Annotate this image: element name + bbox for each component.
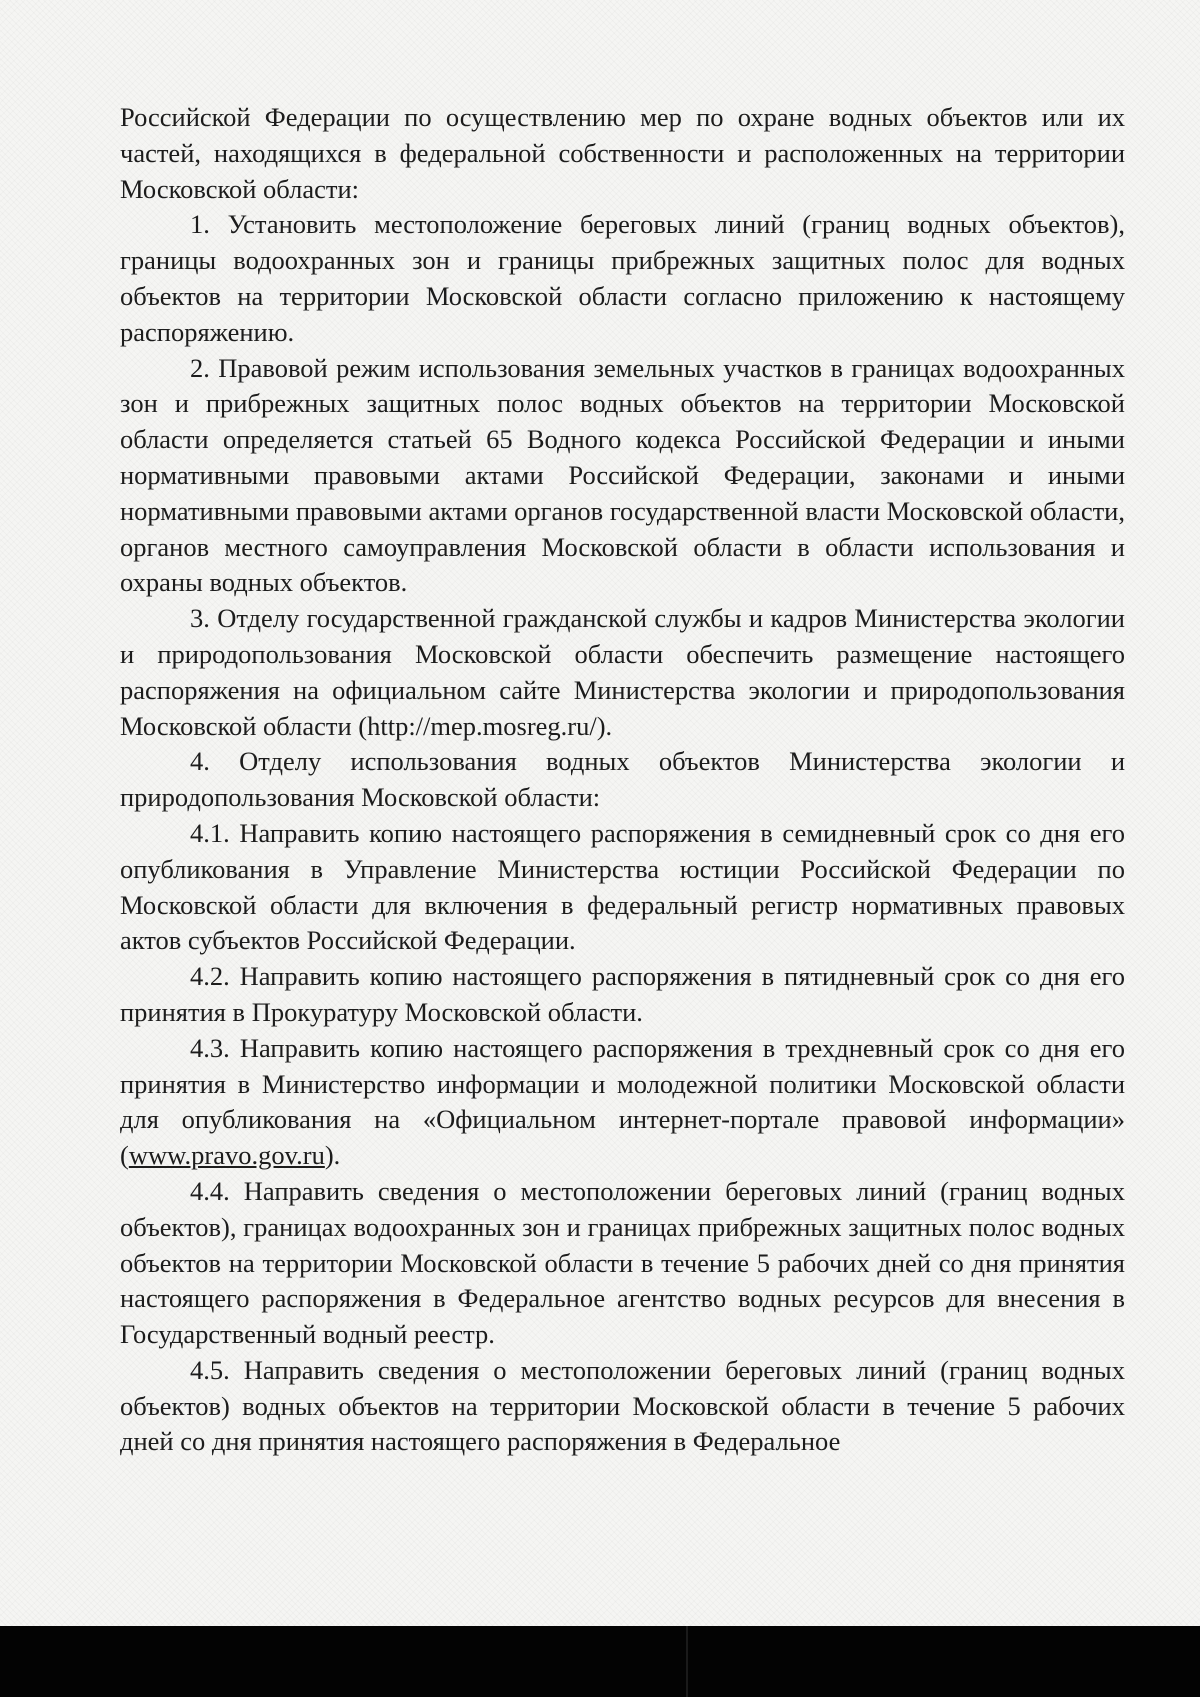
scan-seam: [686, 1626, 688, 1697]
paragraph-intro: Российской Федерации по осуществлению мер по охране водных объектов или их частей, находящихся в федеральной собственности и расположенных на территории Московской области:: [120, 102, 1125, 204]
paragraph-item-4: 4. Отделу использования водных объектов Министерства экологии и природопользования Московской области:: [120, 746, 1125, 813]
paragraph-item-3: 3. Отделу государственной гражданской службы и кадров Министерства экологии и природопользования Московской области обеспечить размещение настоящего распоряжения на официальном сайте Министерства экологии и природопользования Московской области (http://mep.mosreg.ru/).: [120, 603, 1125, 741]
paragraph-item-4-3: [120, 1031, 1125, 1174]
paragraph-item-4-4: 4.4. Направить сведения о местоположении береговых линий (границ водных объектов), границах водоохранных зон и границах прибрежных защитных полос водных объектов на территории Московской области в течение 5 рабочих дней со дня принятия настоящего распоряжения в Федеральное агентство водных ресурсов для внесения в Государственный водный реестр.: [120, 1175, 1125, 1350]
document-body: [120, 100, 1125, 1460]
paragraph-item-4-3-tail: ).: [324, 1140, 341, 1171]
paragraph-item-4-2: 4.2. Направить копию настоящего распоряжения в пятидневный срок со дня его принятия в Прокуратуру Московской области.: [120, 961, 1125, 1027]
paragraph-item-1: 1. Установить местоположение береговых линий (границ водных объектов), границы водоохранных зон и границы прибрежных защитных полос для водных объектов на территории Московской области согласно приложению к настоящему распоряжению.: [120, 209, 1125, 347]
scan-border: [0, 1626, 1200, 1697]
paragraph-item-4-5: 4.5. Направить сведения о местоположении береговых линий (границ водных объектов) водных объектов на территории Московской области в течение 5 рабочих дней со дня принятия настоящего распоряжения в Федеральное: [120, 1354, 1125, 1457]
paragraph-item-2: 2. Правовой режим использования земельных участков в границах водоохранных зон и прибрежных защитных полос водных объектов на территории Московской области определяется статьей 65 Водного кодекса Российской Федерации и иными нормативными правовыми актами Российской Федерации, законами и иными нормативными правовыми актами органов государственной власти Московской области, органов местного самоуправления Московской области в области использования и охраны водных объектов.: [120, 352, 1125, 598]
paragraph-item-4-3-text: 4.3. Направить копию настоящего распоряжения в трехдневный срок со дня его принятия в Министерство информации и молодежной политики Московской области для опубликования на «Официальном интернет-портале правовой информации» (: [120, 1032, 1125, 1171]
paragraph-item-4-1: 4.1. Направить копию настоящего распоряжения в семидневный срок со дня его опубликования в Управление Министерства юстиции Российской Федерации по Московской области для включения в федеральный регистр нормативных правовых актов субъектов Российской Федерации.: [120, 817, 1125, 956]
pravo-portal-link[interactable]: www.pravo.gov.ru: [128, 1140, 325, 1171]
